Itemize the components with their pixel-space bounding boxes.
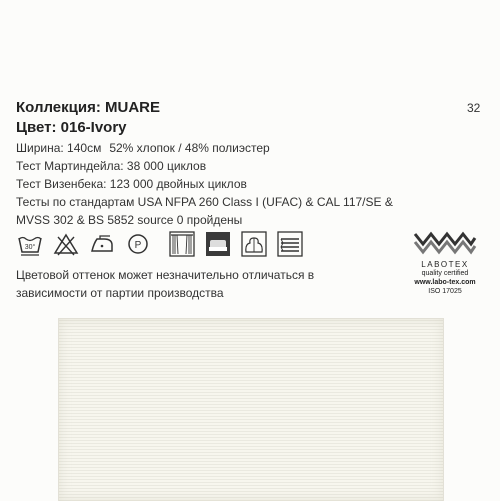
fabric-swatch bbox=[58, 318, 444, 501]
spec-standards-line1: Тесты по стандартам USA NFPA 260 Class I (UFAC) & CAL 117/SE & bbox=[16, 195, 393, 209]
care-icons bbox=[16, 229, 304, 259]
shade-note-line2: зависимости от партии производства bbox=[16, 286, 224, 300]
iron-icon bbox=[88, 230, 116, 258]
labotex-name: LABOTEX bbox=[421, 260, 469, 269]
spec-width-label: Ширина: 140см bbox=[16, 141, 102, 155]
labotex-logo-icon bbox=[413, 224, 477, 258]
spec-wyzenbeek: Тест Визенбека: 123 000 двойных циклов bbox=[16, 177, 247, 191]
color-title: Цвет: 016-Ivory bbox=[16, 119, 127, 136]
upholstery-icon bbox=[204, 230, 232, 258]
page-number: 32 bbox=[467, 101, 481, 115]
shade-note-line1: Цветовой оттенок может незначительно отличаться в bbox=[16, 268, 315, 282]
dry-clean-letter: P bbox=[134, 240, 142, 251]
labotex-website: www.labo-tex.com bbox=[414, 279, 476, 286]
dry-clean-p-icon bbox=[124, 230, 152, 258]
curtains-icon bbox=[168, 230, 196, 258]
wash-30-icon bbox=[16, 230, 44, 258]
cushions-icon bbox=[240, 230, 268, 258]
labotex-badge bbox=[402, 224, 488, 296]
spec-standards-line2: MVSS 302 & BS 5852 source 0 пройдены bbox=[16, 213, 243, 227]
spec-composition: 52% хлопок / 48% полиэстер bbox=[109, 141, 270, 155]
spec-martindale: Тест Мартиндейла: 38 000 циклов bbox=[16, 159, 207, 173]
rug-icon bbox=[276, 230, 304, 258]
wash-temp-label: 30° bbox=[24, 244, 36, 251]
no-bleach-icon bbox=[52, 230, 80, 258]
labotex-tagline: quality certified bbox=[421, 270, 469, 277]
labotex-iso: ISO 17025 bbox=[428, 288, 462, 295]
spec-width bbox=[16, 141, 270, 155]
collection-title: Коллекция: MUARE bbox=[16, 99, 161, 116]
